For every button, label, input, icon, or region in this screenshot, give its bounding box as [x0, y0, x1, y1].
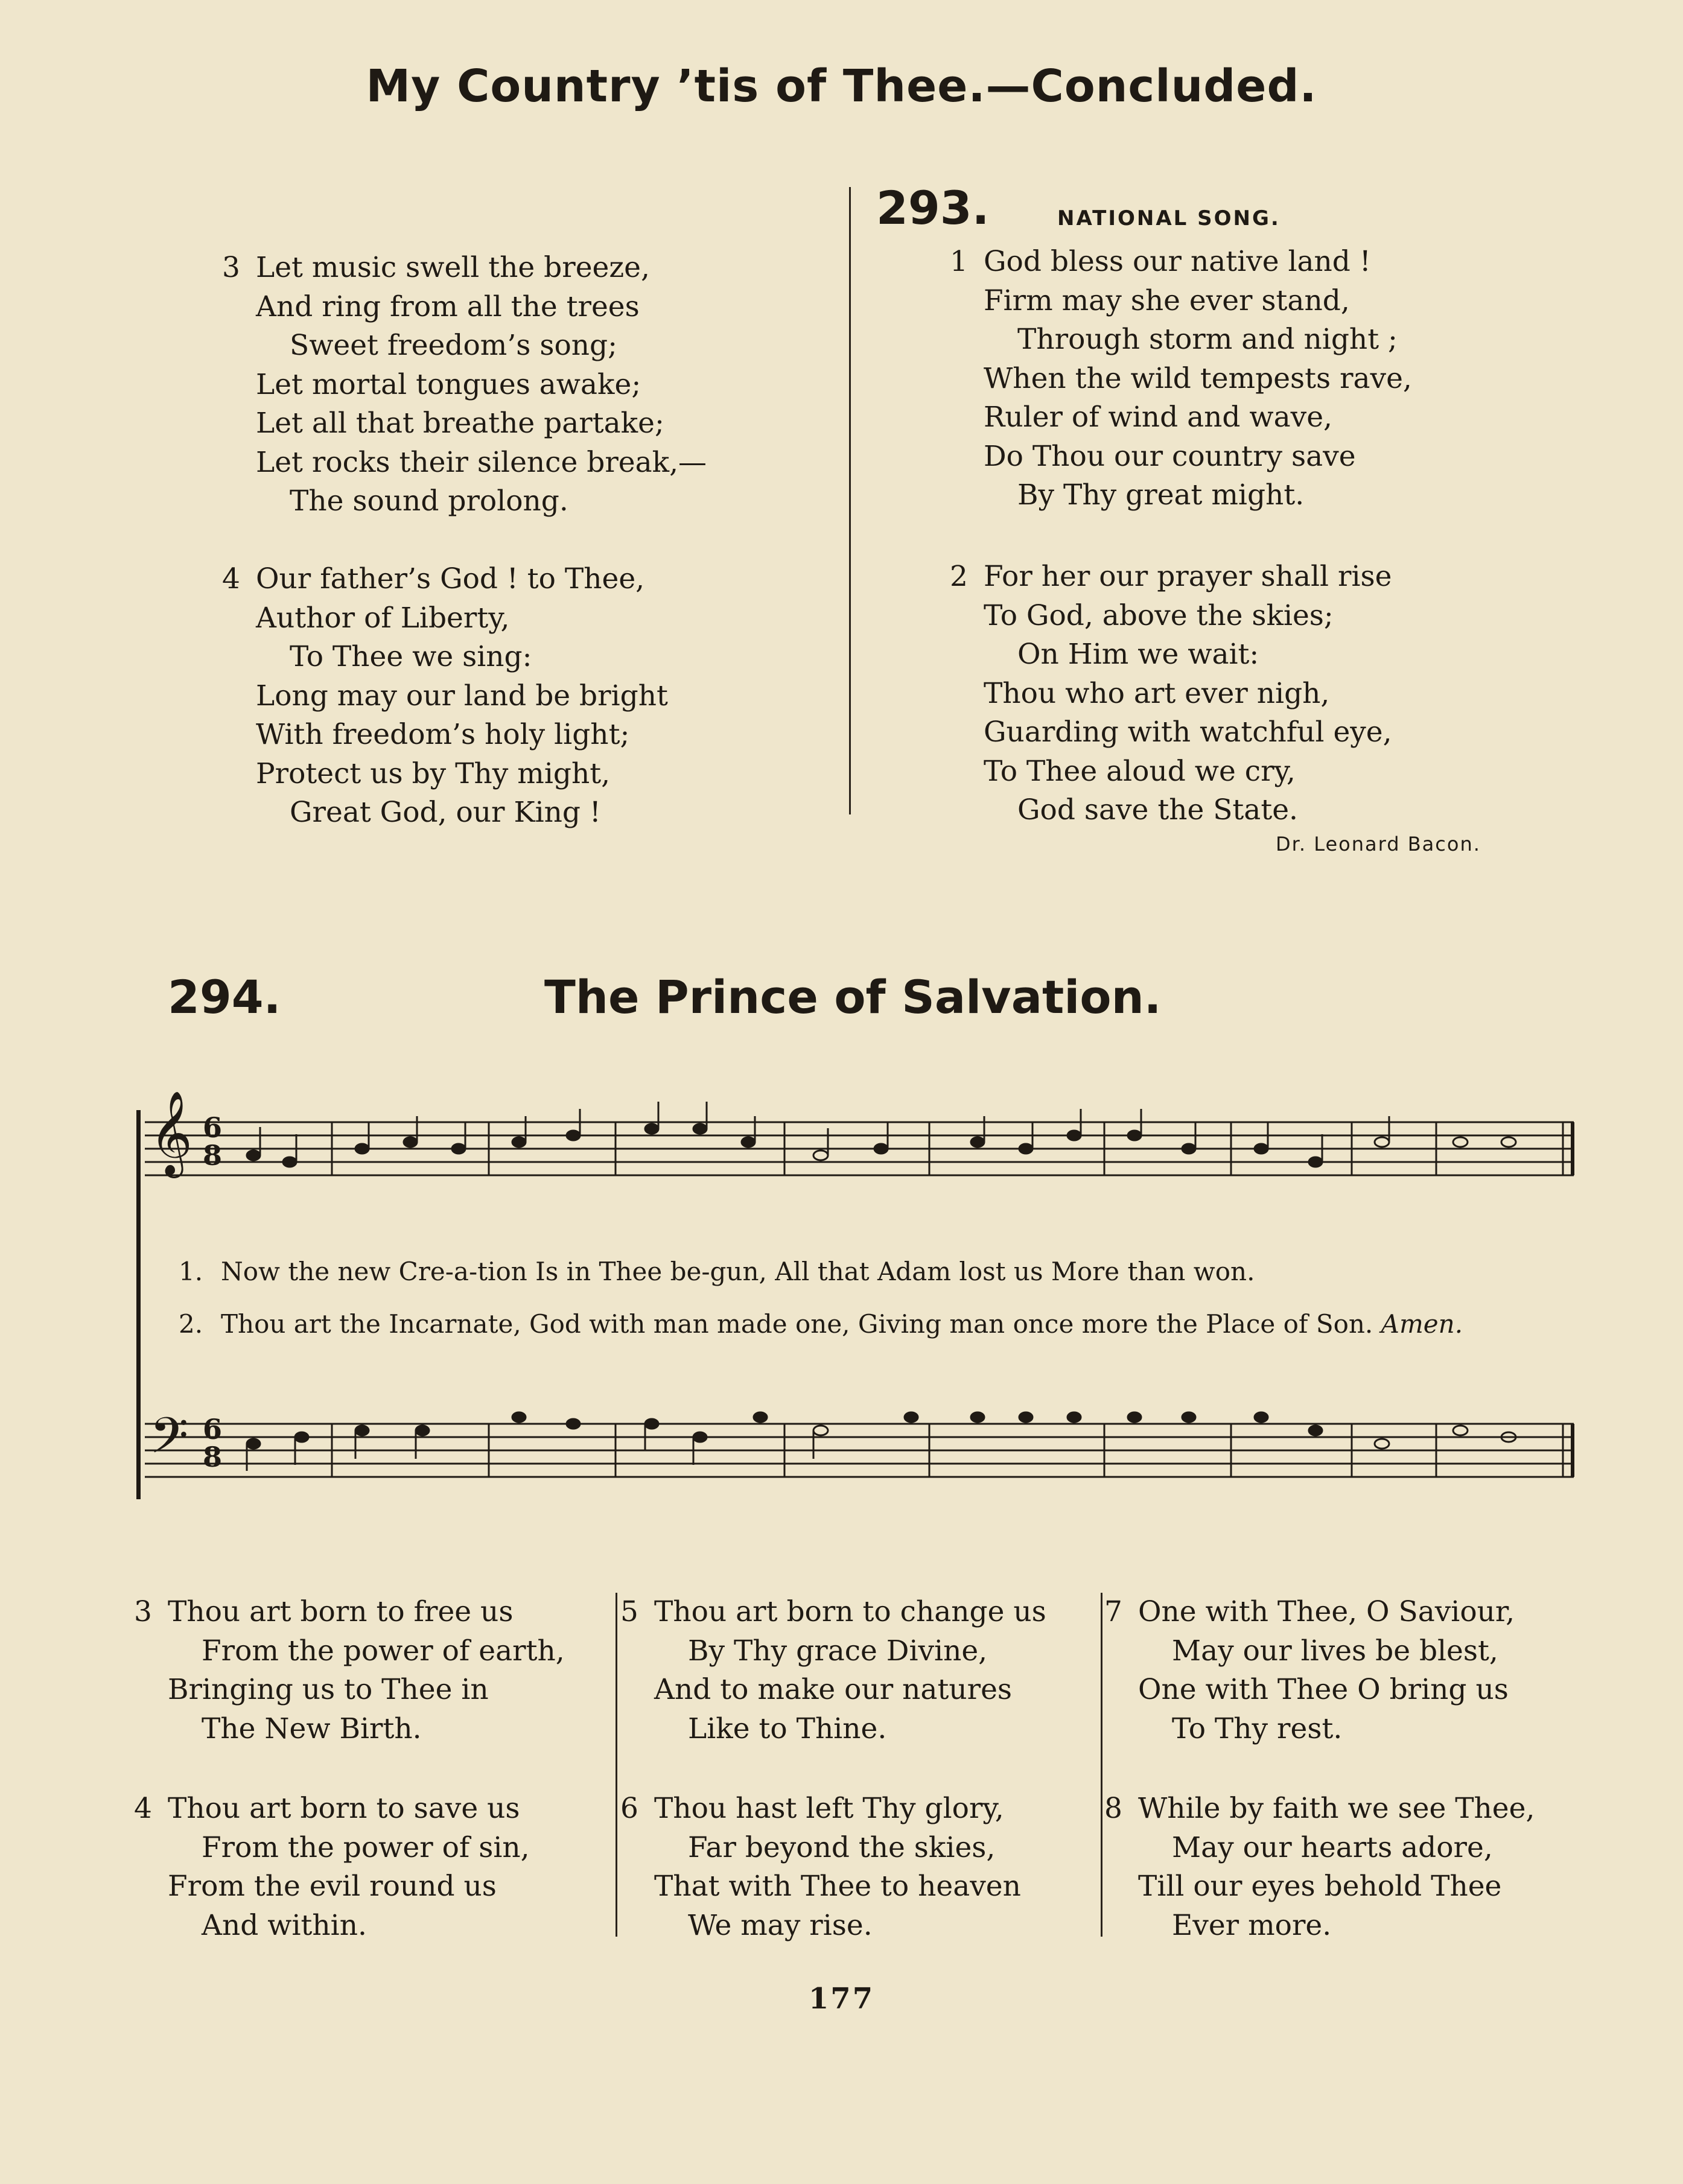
stanza-number: 7: [1104, 1595, 1122, 1628]
lyric-line: May our lives be blest,: [1172, 1634, 1498, 1668]
stanza-number: 6: [620, 1792, 638, 1825]
lyric-line: With freedom’s holy light;: [256, 718, 630, 751]
bass-time-signature: [200, 1415, 224, 1471]
stanza-number: 4: [222, 562, 240, 595]
hymn-number-294: 294.: [168, 970, 281, 1024]
lyric-line: To Thy rest.: [1172, 1712, 1343, 1745]
stanza-3-my-country: [222, 249, 707, 521]
stanza-number: 1: [950, 245, 968, 278]
lyric-line: Let all that breathe partake;: [256, 407, 664, 440]
lyric-line: On Him we wait:: [1017, 638, 1259, 671]
lyric-line: One with Thee O bring us: [1138, 1673, 1509, 1706]
lyric-line: Our father’s God ! to Thee,: [256, 562, 645, 595]
lyric-line: The New Birth.: [202, 1712, 422, 1745]
hymn-title-293: NATIONAL SONG.: [1057, 206, 1281, 230]
column-divider: [849, 187, 851, 814]
lyric-line: Long may our land be bright: [256, 679, 668, 713]
lyric-line: By Thy grace Divine,: [688, 1634, 988, 1668]
stanza-1-national-song: [950, 243, 1412, 515]
bass-clef: 𝄢: [150, 1406, 189, 1477]
lyric-line: Ever more.: [1172, 1908, 1332, 1942]
stanza-4-my-country: [222, 560, 668, 833]
stanza-number: 4: [134, 1792, 152, 1825]
verse-number: 2.: [179, 1309, 203, 1339]
stanza-4-prince: [134, 1789, 530, 1945]
time-signature-bottom: 8: [202, 1441, 222, 1473]
lyric-line: While by faith we see Thee,: [1138, 1792, 1535, 1825]
lyric-line: To Thee we sing:: [290, 640, 532, 673]
hymn-author: Dr. Leonard Bacon.: [1276, 833, 1481, 856]
stanza-3-prince: [134, 1593, 565, 1748]
stanza-number: 8: [1104, 1792, 1122, 1825]
lyric-line: Till our eyes behold Thee: [1138, 1870, 1502, 1903]
lyric-line: That with Thee to heaven: [654, 1870, 1021, 1903]
lyric-line: Sweet freedom’s song;: [290, 329, 617, 362]
lyric-line: By Thy great might.: [1017, 478, 1305, 512]
lyric-line: From the evil round us: [168, 1870, 497, 1903]
music-lyric-line-1: [179, 1257, 1255, 1286]
lyric-line: When the wild tempests rave,: [984, 361, 1412, 395]
system-bracket: [136, 1110, 141, 1499]
column-divider: [616, 1593, 617, 1937]
lyric-line: Let music swell the breeze,: [256, 251, 650, 284]
lyric-line: The sound prolong.: [290, 484, 568, 518]
lyric-line: We may rise.: [688, 1908, 873, 1942]
stanza-number: 3: [134, 1595, 152, 1628]
lyric-line: Ruler of wind and wave,: [984, 401, 1332, 434]
lyric-line: And to make our natures: [654, 1673, 1013, 1706]
lyric-line: Author of Liberty,: [256, 601, 510, 635]
stanza-5-prince: [620, 1593, 1046, 1748]
lyric-line: From the power of sin,: [202, 1830, 530, 1864]
lyric-line: Firm may she ever stand,: [984, 284, 1350, 317]
lyric-line: To God, above the skies;: [984, 598, 1334, 632]
lyric-line: Guarding with watchful eye,: [984, 716, 1392, 749]
time-signature-bottom: 8: [202, 1139, 222, 1172]
stanza-8-prince: [1104, 1789, 1535, 1945]
page-number: 177: [808, 1982, 875, 2016]
stanza-number: 5: [620, 1595, 638, 1628]
lyric-line: Let rocks their silence break,—: [256, 445, 707, 479]
amen: Amen.: [1381, 1309, 1463, 1339]
treble-time-signature: [200, 1111, 224, 1172]
verse-number: 1.: [179, 1257, 203, 1286]
stanza-number: 2: [950, 560, 968, 593]
lyric-line: Thou art born to change us: [654, 1595, 1046, 1628]
stanza-6-prince: [620, 1789, 1021, 1945]
lyric-line: For her our prayer shall rise: [984, 560, 1392, 593]
stanza-2-national-song: [950, 557, 1392, 830]
column-divider: [1101, 1593, 1102, 1937]
hymn-number-293: 293.: [876, 181, 990, 235]
lyric-line: Great God, our King !: [290, 796, 601, 829]
lyric-line: Through storm and night ;: [1017, 323, 1398, 356]
lyric-line: Thou hast left Thy glory,: [654, 1792, 1004, 1825]
lyric-line: And ring from all the trees: [256, 290, 640, 323]
lyric-line: Protect us by Thy might,: [256, 757, 611, 790]
time-signature-top: 6: [202, 1111, 222, 1144]
music-lyric-line-2: [179, 1309, 1463, 1339]
lyric-line: Far beyond the skies,: [688, 1830, 996, 1864]
stanza-7-prince: [1104, 1593, 1515, 1748]
lyric-line: God bless our native land !: [984, 245, 1371, 278]
page-title: My Country ’tis of Thee.—Concluded.: [366, 60, 1317, 112]
lyric-line: One with Thee, O Saviour,: [1138, 1595, 1515, 1628]
lyric-line: To Thee aloud we cry,: [984, 754, 1296, 788]
lyric-line: God save the State.: [1017, 793, 1298, 827]
lyric-line: Thou who art ever nigh,: [984, 676, 1330, 710]
time-signature-top: 6: [202, 1413, 222, 1446]
lyric-line: Like to Thine.: [688, 1712, 887, 1745]
hymn-title-294: The Prince of Salvation.: [544, 970, 1162, 1024]
verse-text: Now the new Cre-a-tion Is in Thee be-gun, All that Adam lost us More than won.: [221, 1257, 1255, 1286]
lyric-line: And within.: [202, 1908, 367, 1942]
lyric-line: Let mortal tongues awake;: [256, 367, 641, 401]
lyric-line: May our hearts adore,: [1172, 1830, 1493, 1864]
lyric-line: Bringing us to Thee in: [168, 1673, 489, 1706]
stanza-number: 3: [222, 251, 240, 284]
lyric-line: Thou art born to free us: [168, 1595, 514, 1628]
treble-clef: 𝄞: [150, 1091, 192, 1175]
lyric-line: Do Thou our country save: [984, 439, 1356, 473]
verse-text: Thou art the Incarnate, God with man made one, Giving man once more the Place of Son.: [221, 1309, 1373, 1339]
lyric-line: From the power of earth,: [202, 1634, 565, 1668]
lyric-line: Thou art born to save us: [168, 1792, 520, 1825]
